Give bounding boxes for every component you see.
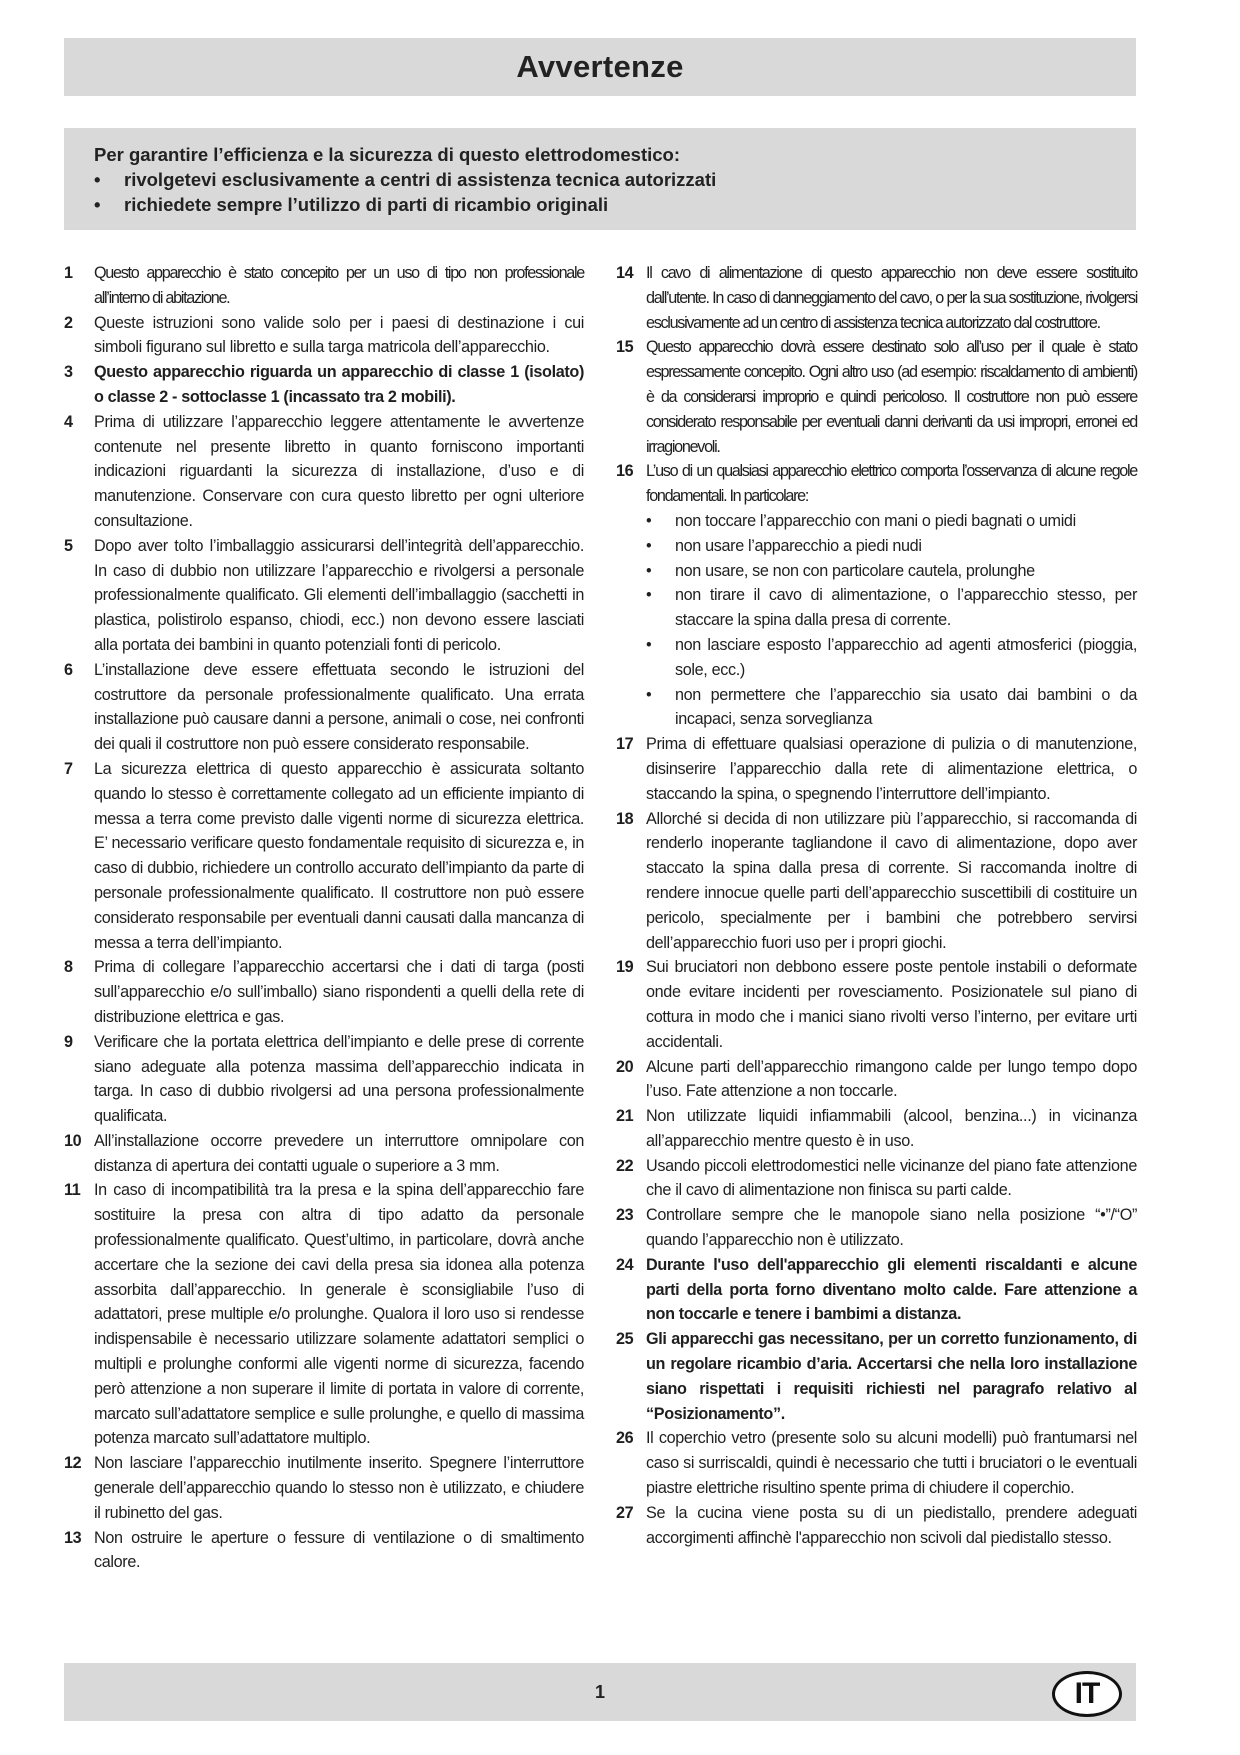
right-column — [616, 261, 1137, 1550]
warning-item-3: 3 Questo apparecchio riguarda un apparecchio di classe 1 (isolato) o classe 2 - sottoclasse 1 (incassato tra 2 mobili). — [64, 363, 584, 406]
language-badge: IT — [1052, 1671, 1122, 1717]
warning-item-19: 19 Sui bruciatori non debbono essere poste pentole instabili o deformate onde evitare incidenti per rovesciamento. Posizionatele sul piano di cottura in modo che i manici siano rivolti verso l’interno, per evitare urti accidentali. — [616, 958, 1137, 1051]
intro-box — [64, 128, 1136, 230]
warning-item-18: 18 Allorché si decida di non utilizzare più l’apparecchio, si raccomanda di renderlo inoperante tagliandone il cavo di alimentazione, dopo aver staccato la spina dalla presa di corrente. Si raccomanda inoltre di rendere innocue quelle parti dell’apparecchio suscettibili di costituire un pericolo, specialmente per i bambini che potrebbero servirsi dell’apparecchio fuori uso per i propri giochi. — [616, 809, 1137, 952]
intro-bullet — [94, 167, 1106, 192]
warning-item-21: 21 Non utilizzate liquidi infiammabili (alcool, benzina...) in vicinanza all’apparecchio mentre questo è in uso. — [616, 1107, 1137, 1150]
bullet-icon: • — [94, 169, 101, 190]
warning-item-13: 13 Non ostruire le aperture o fessure di ventilazione o di smaltimento calore. — [64, 1528, 584, 1572]
bullet-icon: • — [646, 685, 652, 704]
warning-item-4: 4 Prima di utilizzare l’apparecchio leggere attentamente le avvertenze contenute nel presente libretto in quanto forniscono importanti indicazioni riguardanti la sicurezza di installazione, d’uso e di manutenzione. Conservare con cura questo libretto per ogni ulteriore consultazione. — [64, 412, 584, 530]
warning-item-14: 14 Il cavo di alimentazione di questo apparecchio non deve essere sostituito dall’utente. In caso di danneggiamento del cavo, o per la sua sostituzione, rivolgersi esclusivamente ad un centro di assistenza tecnica autorizzato dal costruttore. — [616, 264, 1137, 332]
warning-item-16: 16 L’uso di un qualsiasi apparecchio elettrico comporta l’osservanza di alcune regole fondamentali. In particolare: — [616, 462, 1137, 506]
warning-item-17: 17 Prima di effettuare qualsiasi operazione di pulizia o di manutenzione, disinserire l’apparecchio dalla rete di alimentazione elettrica, o staccando la spina, o spegnendo l’interruttore dell’impianto. — [616, 735, 1137, 803]
rule-list-item: • non permettere che l’apparecchio sia usato dai bambini o da incapaci, senza sorveglianza — [646, 683, 1137, 733]
warning-item-2: 2 Queste istruzioni sono valide solo per i paesi di destinazione i cui simboli figurano sul libretto e sulla targa matricola dell’apparecchio. — [64, 313, 584, 357]
warning-item-12: 12 Non lasciare l’apparecchio inutilmente inserito. Spegnere l’interruttore generale dell’apparecchio quando lo stesso non è utilizzato, e chiudere il rubinetto del gas. — [64, 1454, 584, 1522]
rule-list-item: • non toccare l’apparecchio con mani o piedi bagnati o umidi — [646, 509, 1137, 534]
bullet-icon: • — [646, 536, 652, 555]
bullet-icon: • — [646, 561, 652, 580]
left-column — [64, 261, 584, 1575]
rule-list-item: • non usare, se non con particolare cautela, prolunghe — [646, 559, 1137, 584]
footer-bar — [64, 1663, 1136, 1721]
warning-item-5: 5 Dopo aver tolto l’imballaggio assicurarsi dell’integrità dell’apparecchio. In caso di dubbio non utilizzare l’apparecchio e rivolgersi a personale professionalmente qualificato. Gli elementi dell’imballaggio (sacchetti in plastica, polistirolo espanso, chiodi, ecc.) non devono essere lasciati alla portata dei bambini in quanto potenziali fonti di pericolo. — [64, 536, 584, 654]
page-title: Avvertenze — [516, 49, 684, 84]
warning-item-8: 8 Prima di collegare l’apparecchio accertarsi che i dati di targa (posti sull’apparecchio e/o sull’imballo) siano rispondenti a quelli della rete di distribuzione elettrica e gas. — [64, 958, 584, 1026]
intro-bullet — [94, 192, 1106, 217]
warning-item-7: 7 La sicurezza elettrica di questo apparecchio è assicurata soltanto quando lo stesso è correttamente collegato ad un efficiente impianto di messa a terra come previsto dalle vigenti norme di sicurezza elettrica. E’ necessario verificare questo fondamentale requisito di sicurezza e, in caso di dubbio, richiedere un controllo accurato dell’impianto da parte di personale professionalmente qualificato. Il costruttore non può essere considerato responsabile per eventuali danni causati dalla mancanza di messa a terra dell’impianto. — [64, 759, 584, 952]
bullet-icon: • — [94, 194, 101, 215]
bullet-icon: • — [646, 586, 652, 605]
warning-item-22: 22 Usando piccoli elettrodomestici nelle vicinanze del piano fate attenzione che il cavo di alimentazione non finisca su parti calde. — [616, 1156, 1137, 1200]
bullet-icon: • — [646, 511, 652, 530]
intro-bullet-text: richiedete sempre l’utilizzo di parti di ricambio originali — [124, 194, 609, 215]
title-bar — [64, 38, 1136, 96]
page-number: 1 — [594, 1682, 605, 1702]
rule-list-item: • non usare l’apparecchio a piedi nudi — [646, 534, 1137, 559]
warning-item-9: 9 Verificare che la portata elettrica dell’impianto e delle prese di corrente siano adeguate alla potenza massima dell’apparecchio indicata in targa. In caso di dubbio rivolgersi ad una persona professionalmente qualificata. — [64, 1032, 584, 1126]
warning-item-20: 20 Alcune parti dell’apparecchio rimangono calde per lungo tempo dopo l’uso. Fate attenzione a non toccarle. — [616, 1057, 1137, 1101]
bullet-icon: • — [646, 635, 652, 654]
warning-item-6: 6 L’installazione deve essere effettuata secondo le istruzioni del costruttore da personale professionalmente qualificato. Una errata installazione può causare danni a persone, animali o cose, nei confronti dei quali il costruttore non può essere considerato responsabile. — [64, 660, 584, 754]
warning-item-10: 10 All’installazione occorre prevedere un interruttore omnipolare con distanza di apertura dei contatti uguale o superiore a 3 mm. — [64, 1131, 584, 1175]
warning-item-26: 26 Il coperchio vetro (presente solo su alcuni modelli) può frantumarsi nel caso si surriscaldi, quindi è necessario che tutti i bruciatori o le eventuali piastre elettriche risultino spente prima di chiudere il coperchio. — [616, 1429, 1137, 1498]
warning-item-15: 15 Questo apparecchio dovrà essere destinato solo all’uso per il quale è stato espressamente concepito. Ogni altro uso (ad esempio: riscaldamento di ambienti) è da considerarsi improprio e quindi pericoloso. Il costruttore non può essere considerato responsabile per eventuali danni derivanti da usi impropri, erronei ed irragionevoli. — [616, 338, 1137, 456]
warning-item-1: 1 Questo apparecchio è stato concepito per un uso di tipo non professionale all’interno di abitazione. — [64, 264, 584, 307]
intro-bullet-text: rivolgetevi esclusivamente a centri di assistenza tecnica autorizzati — [124, 169, 717, 190]
warning-item-25: 25 Gli apparecchi gas necessitano, per un corretto funzionamento, di un regolare ricambio d’aria. Accertarsi che nella loro installazione siano rispettati i requisiti richiesti nel paragrafo relativo al “Posizionamento”. — [616, 1330, 1137, 1423]
warning-item-24: 24 Durante l'uso dell'apparecchio gli elementi riscaldanti e alcune parti della porta forno diventano molto calde. Fare attenzione a non toccarle e tenere i bambimi a distanza. — [616, 1255, 1137, 1324]
warning-item-27: 27 Se la cucina viene posta su di un piedistallo, prendere adeguati accorgimenti affinchè l'apparecchio non scivoli dal piedistallo stesso. — [616, 1503, 1137, 1547]
warning-item-11: 11 In caso di incompatibilità tra la presa e la spina dell’apparecchio fare sostituire la presa con altra di tipo adatto da personale professionalmente qualificato. Quest’ultimo, in particolare, dovrà anche accertare che la sezione dei cavi della presa sia idonea alla potenza assorbita dall’apparecchio. In generale è sconsigliabile l’uso di adattatori, prese multiple e/o prolunghe. Qualora il loro uso si rendesse indispensabile è necessario utilizzare solamente adattatori semplici o multipli e prolunghe conformi alle vigenti norme di sicurezza, facendo però attenzione a non superare il limite di portata in valore di corrente, marcato sull’adattatore semplice e sulle prolunghe, e quello di massima potenza marcato sull’adattatore multiplo. — [64, 1181, 584, 1448]
rule-list-item: • non tirare il cavo di alimentazione, o l’apparecchio stesso, per staccare la spina dalla presa di corrente. — [646, 583, 1137, 633]
intro-lead: Per garantire l’efficienza e la sicurezza di questo elettrodomestico: — [94, 144, 681, 165]
warning-item-23: 23 Controllare sempre che le manopole siano nella posizione “•”/“O” quando l’apparecchio non è utilizzato. — [616, 1206, 1137, 1250]
rule-list-item: • non lasciare esposto l’apparecchio ad agenti atmosferici (pioggia, sole, ecc.) — [646, 633, 1137, 683]
